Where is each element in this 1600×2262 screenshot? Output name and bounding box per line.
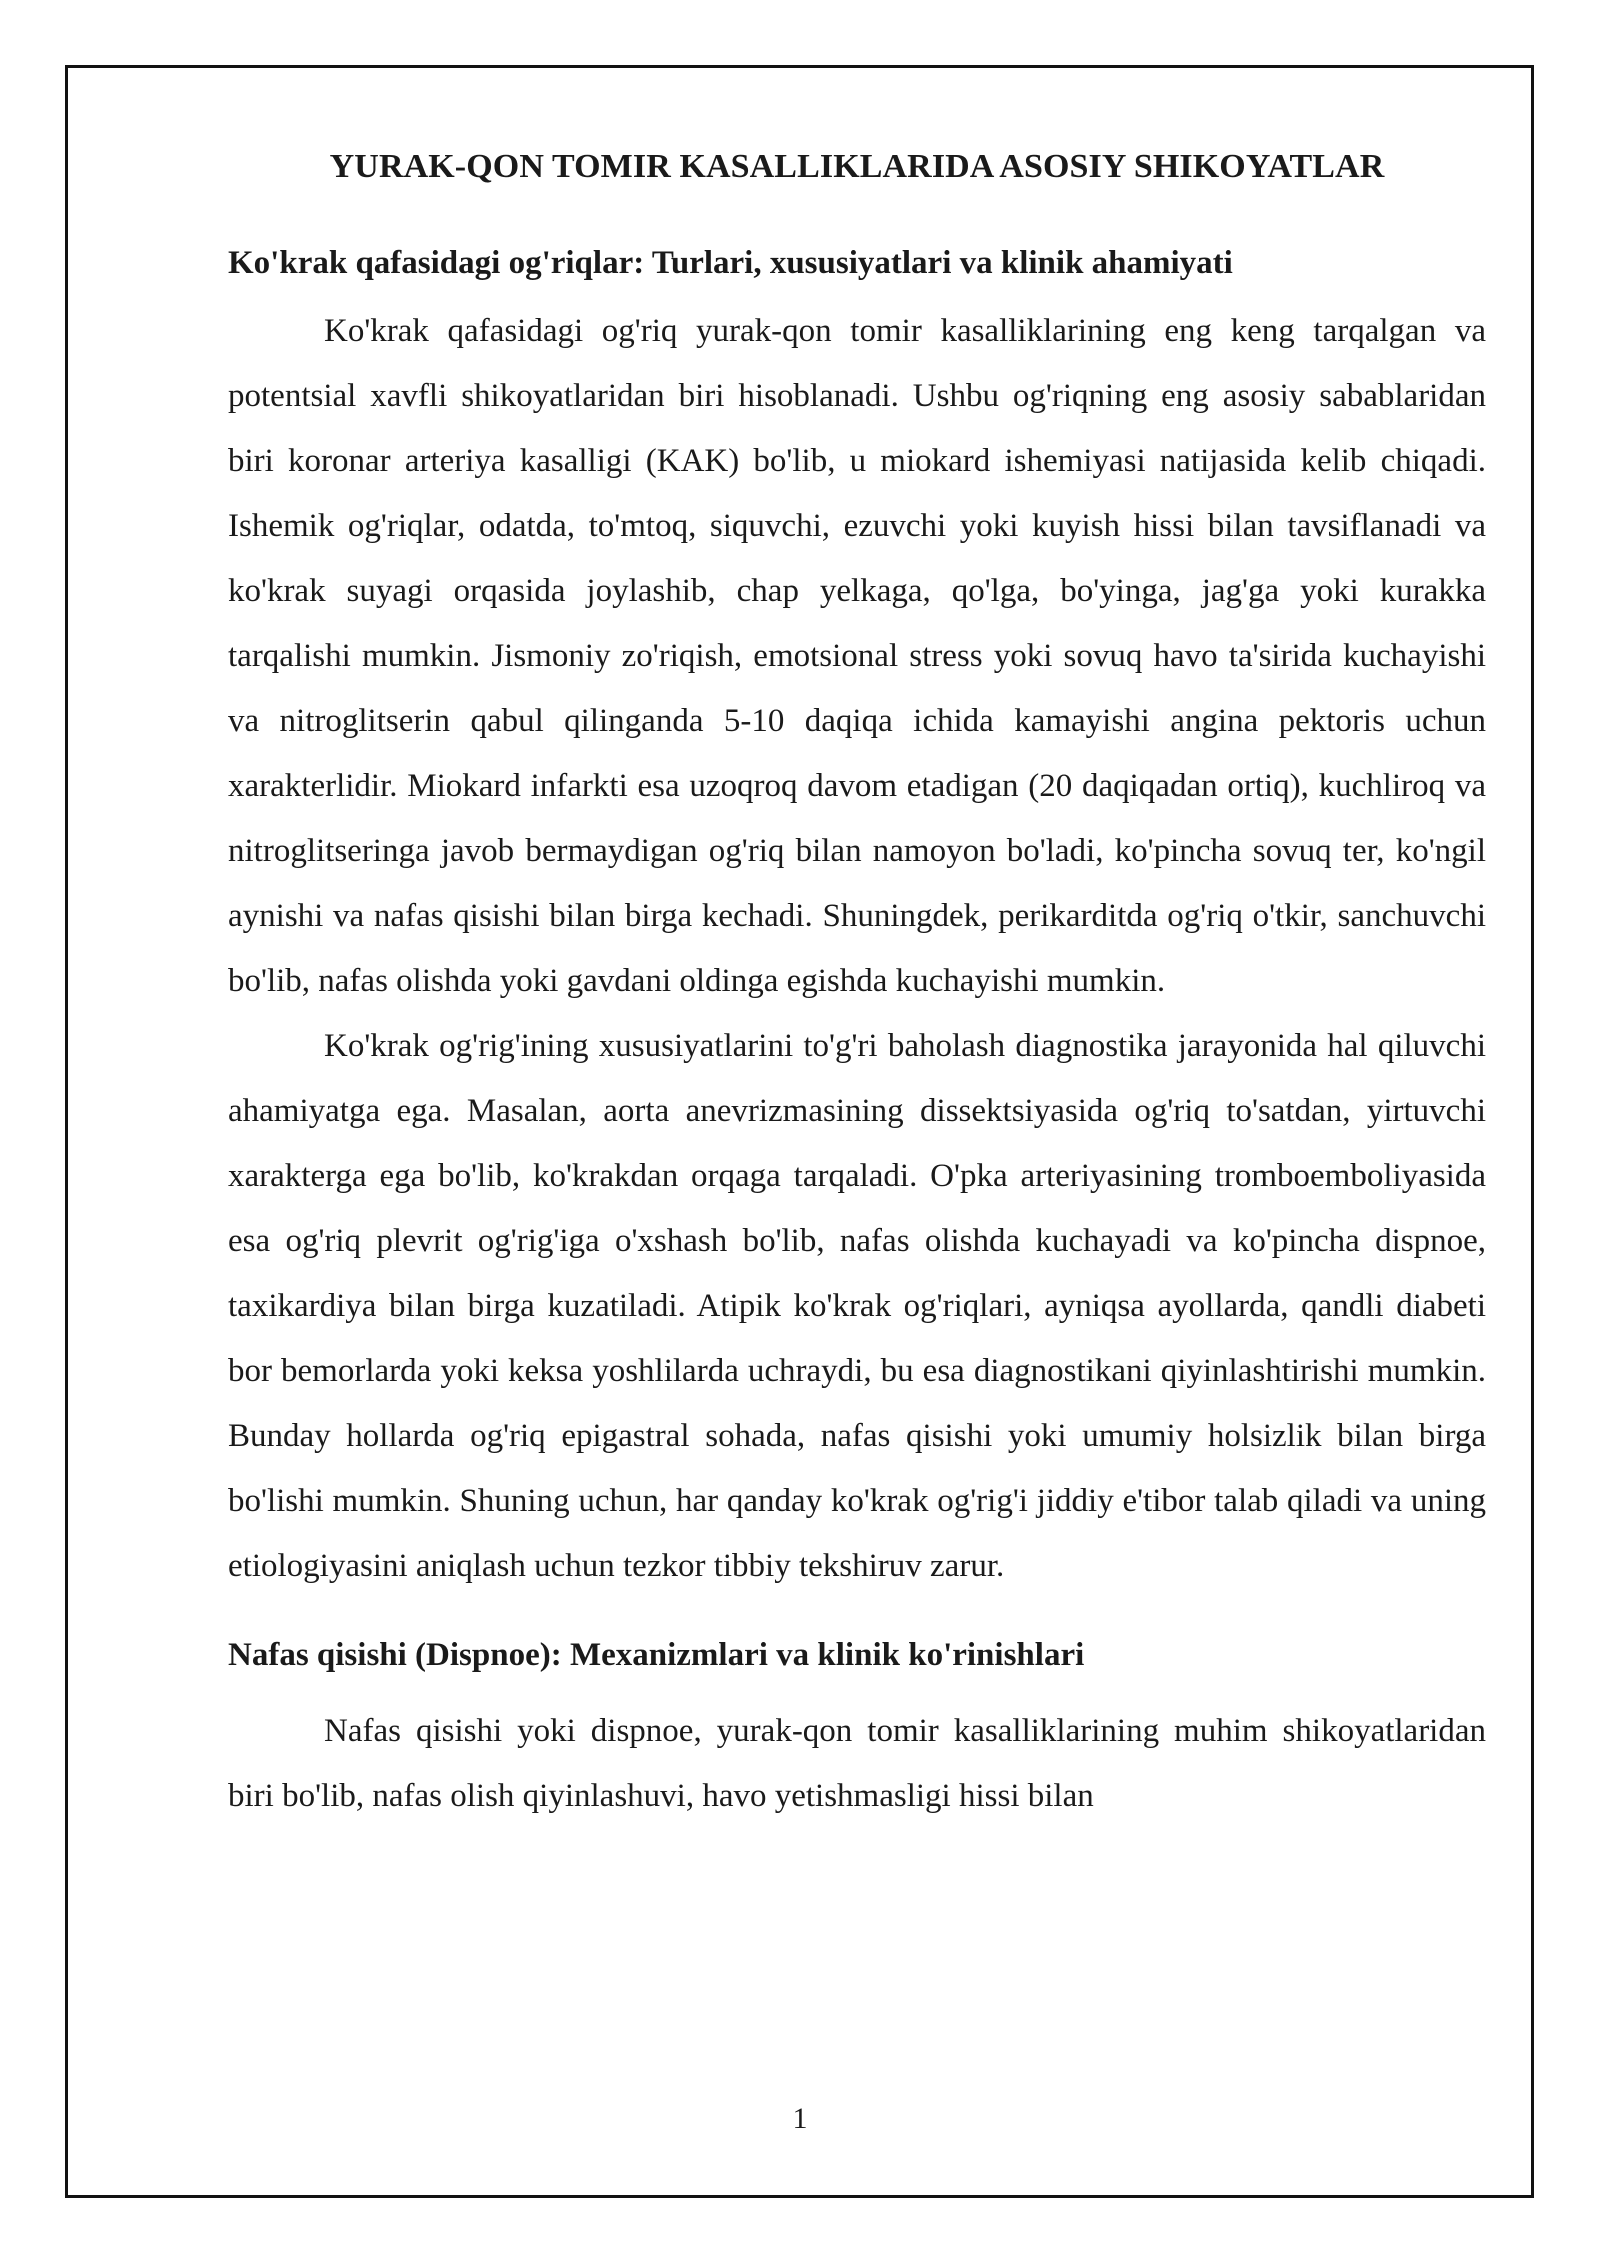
document-body [228, 145, 1486, 1829]
section-chest-pain [228, 241, 1486, 1599]
body-paragraph: Ko'krak og'rig'ining xususiyatlarini to'g'ri baholash diagnostika jarayonida hal qiluvchi ahamiyatga ega. Masalan, aorta anevrizmasining dissektsiyasida og'riq to'satdan, yirtuvchi xarakterga ega bo'lib, ko'krakdan orqaga tarqaladi. O'pka arteriyasining tromboemboliyasida esa og'riq plevrit og'rig'iga o'xshash bo'lib, nafas olishda kuchayadi va ko'pincha dispnoe, taxikardiya bilan birga kuzatiladi. Atipik ko'krak og'riqlari, ayniqsa ayollarda, qandli diabeti bor bemorlarda yoki keksa yoshlilarda uchraydi, bu esa diagnostikani qiyinlashtirishi mumkin. Bunday hollarda og'riq epigastral sohada, nafas qisishi yoki umumiy holsizlik bilan birga bo'lishi mumkin. Shuning uchun, har qanday ko'krak og'rig'i jiddiy e'tibor talab qiladi va uning etiologiyasini aniqlash uchun tezkor tibbiy tekshiruv zarur. [228, 1028, 1486, 1584]
section-heading: Nafas qisishi (Dispnoe): Mexanizmlari va klinik ko'rinishlari [228, 1637, 1085, 1673]
body-paragraph: Nafas qisishi yoki dispnoe, yurak-qon tomir kasalliklarining muhim shikoyatlaridan biri bo'lib, nafas olish qiyinlashuvi, havo yetishmasligi hissi bilan [228, 1713, 1486, 1814]
section-heading: Ko'krak qafasidagi og'riqlar: Turlari, xususiyatlari va klinik ahamiyati [228, 245, 1233, 281]
document-title: YURAK-QON TOMIR KASALLIKLARIDA ASOSIY SHIKOYATLAR [329, 148, 1385, 185]
section-dyspnea [228, 1633, 1486, 1829]
body-paragraph: Ko'krak qafasidagi og'riq yurak-qon tomir kasalliklarining eng keng tarqalgan va potentsial xavfli shikoyatlaridan biri hisoblanadi. Ushbu og'riqning eng asosiy sabablaridan biri koronar arteriya kasalligi (KAK) bo'lib, u miokard ishemiyasi natijasida kelib chiqadi. Ishemik og'riqlar, odatda, to'mtoq, siquvchi, ezuvchi yoki kuyish hissi bilan tavsiflanadi va ko'krak suyagi orqasida joylashib, chap yelkaga, qo'lga, bo'yinga, jag'ga yoki kurakka tarqalishi mumkin. Jismoniy zo'riqish, emotsional stress yoki sovuq havo ta'sirida kuchayishi va nitroglitserin qabul qilinganda 5-10 daqiqa ichida kamayishi angina pektoris uchun xarakterlidir. Miokard infarkti esa uzoqroq davom etadigan (20 daqiqadan ortiq), kuchliroq va nitroglitseringa javob bermaydigan og'riq bilan namoyon bo'ladi, ko'pincha sovuq ter, ko'ngil aynishi va nafas qisishi bilan birga kechadi. Shuningdek, perikarditda og'riq o'tkir, sanchuvchi bo'lib, nafas olishda yoki gavdani oldinga egishda kuchayishi mumkin. [228, 313, 1486, 999]
page-number: 1 [792, 2102, 808, 2135]
